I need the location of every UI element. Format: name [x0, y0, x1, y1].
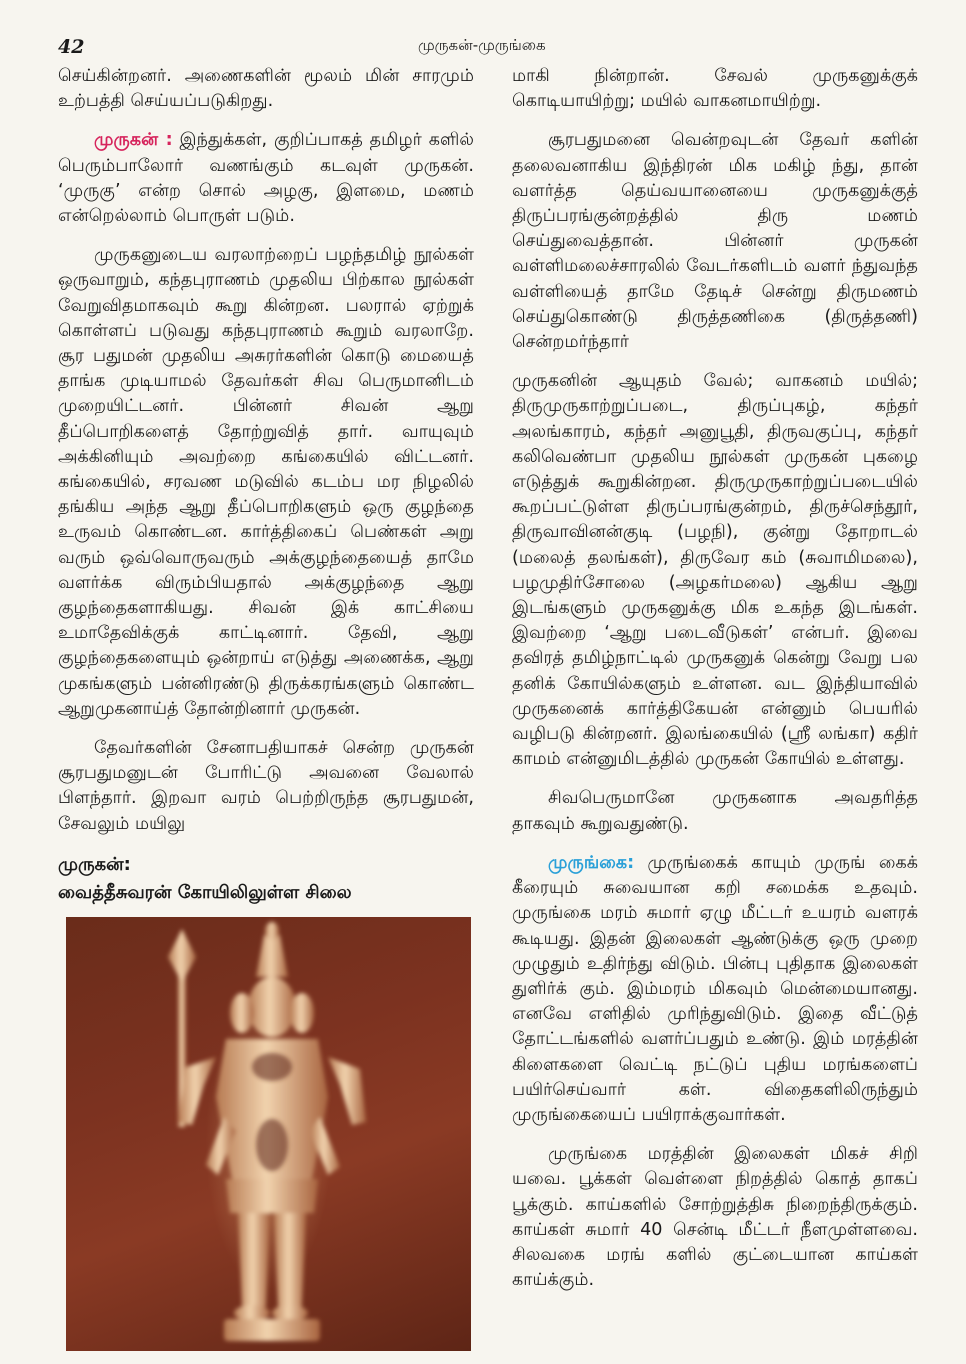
paragraph-drumstick-entry [512, 851, 918, 1128]
paragraph-murugan-entry [58, 128, 474, 229]
paragraph-murugan-history: முருகனுடைய வரலாற்றைப் பழந்தமிழ் நூல்கள் ஒருவாறும், கந்தபுராணம் முதலிய பிற்கால நூல்கள் வேறுவிதமாகவும் கூறு கின்றன. பலரால் ஏற்றுக் கொள்ளப் படுவது கந்தபுராணம் கூறும் வரலாறே. சூர பதுமன் முதலிய அசுரர்களின் கொடு மையைத் தாங்க முடியாமல் தேவர்கள் சிவ பெருமானிடம் முறையிட்டனர். பின்னர் சிவன் ஆறு தீப்பொறிகளைத் தோற்றுவித் தார். வாயுவும் அக்கினியும் அவற்றை கங்கையில் விட்டனர். கங்கையில், சரவண மடுவில் கடம்ப மர நிழலில் தங்கிய அந்த ஆறு தீப்பொறிகளும் ஒரு குழந்தை உருவம் கொண்டன. கார்த்திகைப் பெண்கள் அறு வரும் ஒவ்வொருவரும் அக்குழந்தையைத் தாமே வளர்க்க விரும்பியதால் அக்குழந்தை ஆறு குழந்தைகளாகியது. சிவன் இக் காட்சியை உமாதேவிக்குக் காட்டினார். தேவி, ஆறு குழந்தைகளையும் ஒன்றாய் எடுத்து அணைக்க, ஆறு முகங்களும் பன்னிரண்டு திருக்கரங்களும் கொண்ட ஆறுமுகனாய்த் தோன்றினார் முருகன். [58, 245, 474, 719]
entry-keyword-murugan: முருகன் : [94, 130, 173, 151]
right-column [512, 64, 918, 1307]
page-number: 42 [58, 36, 85, 58]
paragraph-murugan-marriage: சூரபதுமனை வென்றவுடன் தேவர் களின் தலைவனாகிய இந்திரன் மிக மகிழ் ந்து, தான் வளர்த்த தெய்வயானையை முருகனுக்குத் திருப்பரங்குன்றத்தில் திரு மணம் செய்துவைத்தான். பின்னர் முருகன் வள்ளிமலைச்சாரலில் வேடர்களிடம் வளர் ந்துவந்த வள்ளியைத் தாமே தேடிச் சென்று திருமணம் செய்துகொண்டு திருத்தணிகை (திருத்தணி) சென்றமர்ந்தார் [512, 130, 918, 353]
entry-text-murungai: முருங்கைக் காயும் முருங் கைக் கீரையும் சுவையான கறி சமைக்க உதவும். முருங்கை மரம் சுமார் ஏழு மீட்டர் உயரம் வளரக் கூடியது. இதன் இலைகள் ஆண்டுக்கு ஒரு முறை முழுதும் உதிர்ந்து விடும். பின்பு புதிதாக இலைகள் துளிர்க் கும். இம்மரம் மிகவும் மென்மையானது. எனவே எளிதில் முரிந்துவிடும். இதை வீட்டுத் தோட்டங்களில் வளர்ப்பதும் உண்டு. இம் மரத்தின் கிளைகளை வெட்டி நட்டுப் புதிய மரங்களைப் பயிர்செய்வார் கள். விதைகளிலிருந்தும் முருங்கையைப் பயிராக்குவார்கள். [512, 852, 918, 1125]
figure-caption-title: முருகன்: [58, 853, 131, 875]
entry-text-murugan: இந்துக்கள், குறிப்பாகத் தமிழர் களில் பெரும்பாலோர் வணங்கும் கடவுள் முருகன். ‘முருகு’ என்ற சொல் அழகு, இளமை, மணம் என்றெல்லாம் பொருள் படும். [58, 130, 475, 227]
entry-keyword-murungai: முருங்கை: [548, 852, 635, 873]
figure-caption-subtitle: வைத்தீசுவரன் கோயிலிலுள்ள சிலை [58, 881, 352, 903]
figure-caption [58, 851, 474, 907]
paragraph-peacock-continuation: மாகி நின்றான். சேவல் முருகனுக்குக் கொடியாயிற்று; மயில் வாகனமாயிற்று. [512, 66, 918, 112]
paragraph-murugan-avatar: சிவபெருமானே முருகனாக அவதரித்த தாகவும் கூறுவதுண்டு. [512, 788, 918, 834]
running-header: முருகன்-முருங்கை [418, 36, 546, 54]
left-column [58, 64, 474, 1351]
statue-illustration [66, 917, 471, 1351]
paragraph-drumstick-description: முருங்கை மரத்தின் இலைகள் மிகச் சிறி யவை. பூக்கள் வெள்ளை நிறத்தில் கொத் தாகப் பூக்கும். காய்களில் சோற்றுத்திசு நிறைந்திருக்கும். காய்கள் சுமார் 40 சென்டி மீட்டர் நீளமுள்ளவை. சிலவகை மரங் களில் குட்டையான காய்கள் காய்க்கும். [512, 1144, 918, 1291]
paragraph-murugan-works: முருகனின் ஆயுதம் வேல்; வாகனம் மயில்; திருமுருகாற்றுப்படை, திருப்புகழ், கந்தர் அலங்காரம், கந்தர் அனுபூதி, திருவகுப்பு, கந்தர் கலிவெண்பா முதலிய நூல்கள் முருகன் புகழை எடுத்துக் கூறுகின்றன. திருமுருகாற்றுப்படையில் கூறப்பட்டுள்ள திருப்பரங்குன்றம், திருச்செந்தூர், திருவாவினன்குடி (பழநி), குன்று தோறாடல் (மலைத் தலங்கள்), திருவேர கம் (சுவாமிமலை), பழமுதிர்சோலை (அழகர்மலை) ஆகிய ஆறு இடங்களும் முருகனுக்கு மிக உகந்த இடங்கள். இவற்றை ‘ஆறு படைவீடுகள்’ என்பர். இவை தவிரத் தமிழ்நாட்டில் முருகனுக் கென்று வேறு பல தனிக் கோயில்களும் உள்ளன. வட இந்தியாவில் முருகனைக் கார்த்திகேயன் என்னும் பெயரில் வழிபடு கின்றனர். இலங்கையில் (ஸ்ரீ லங்கா) கதிர் காமம் என்னுமிடத்தில் முருகன் கோயில் உள்ளது. [512, 371, 918, 770]
paragraph-dams-continuation: செய்கின்றனர். அணைகளின் மூலம் மின் சாரமும் உற்பத்தி செய்யப்படுகிறது. [58, 66, 474, 112]
paragraph-murugan-battle: தேவர்களின் சேனாபதியாகச் சென்ற முருகன் சூரபதுமனுடன் போரிட்டு அவனை வேலால் பிளந்தார். இறவா வரம் பெற்றிருந்த சூரபதுமன், சேவலும் மயிலு [58, 738, 474, 834]
murugan-statue-photo [66, 917, 471, 1351]
